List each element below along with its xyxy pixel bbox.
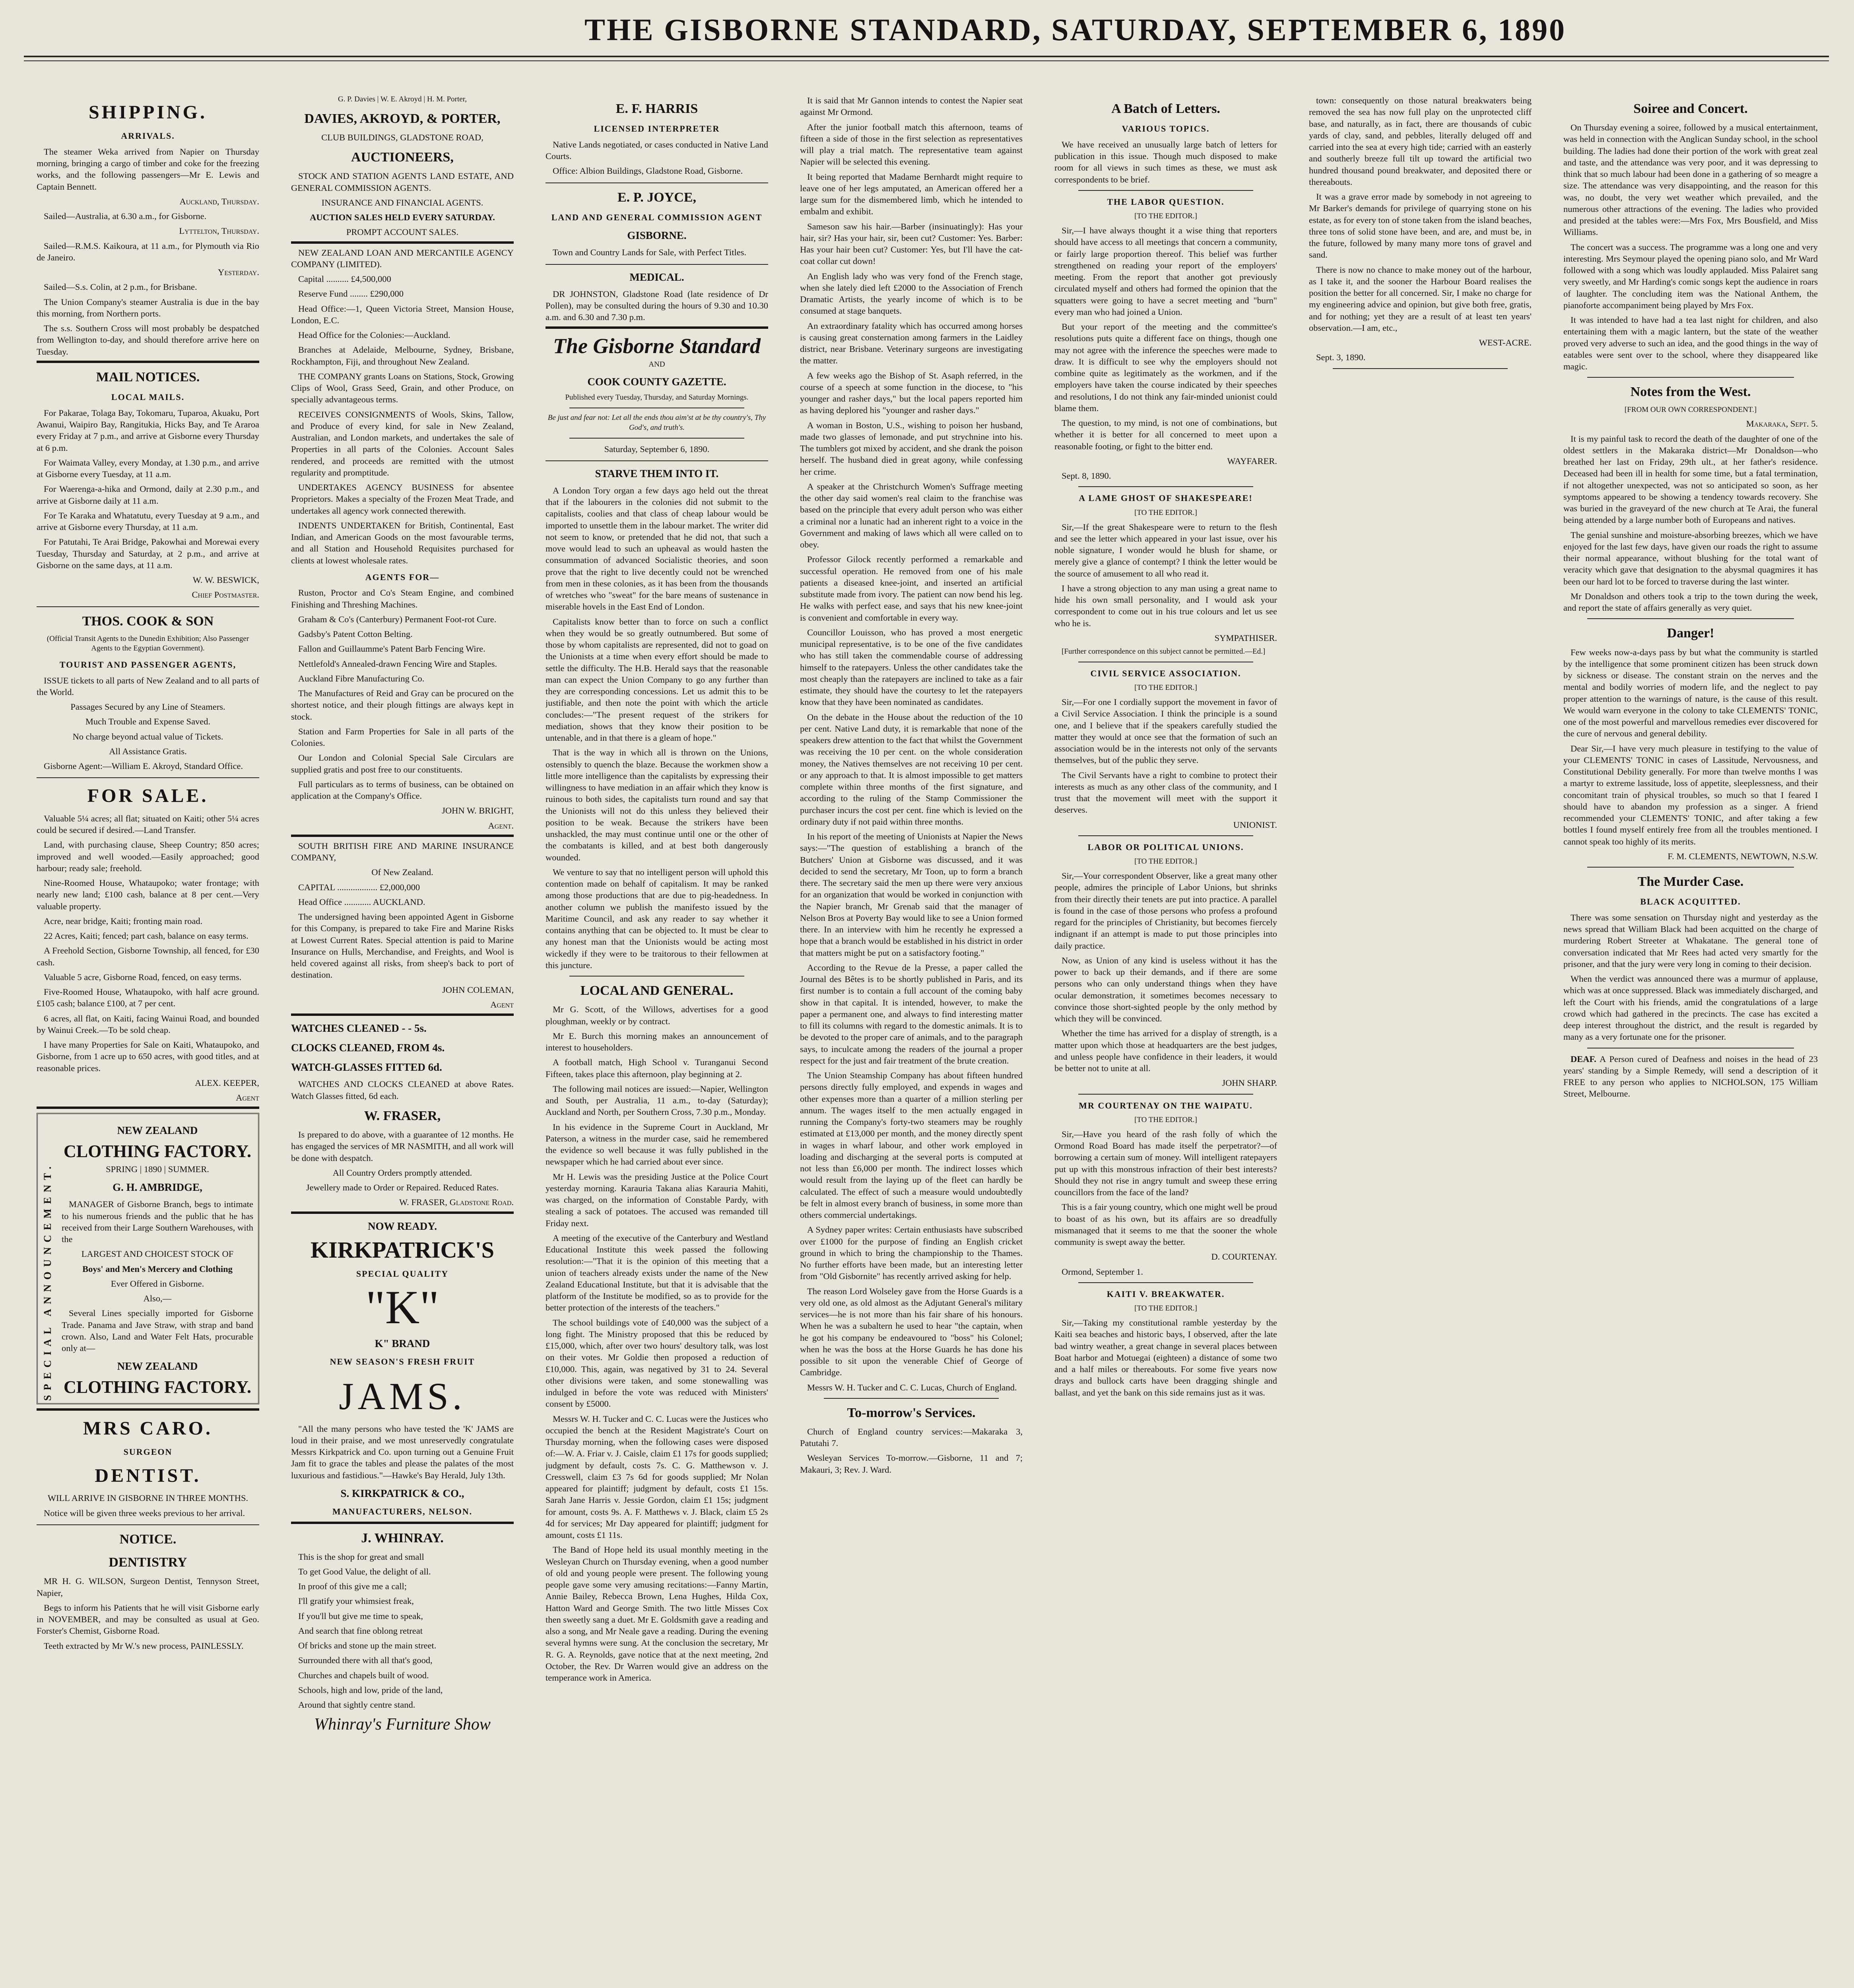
- local-paragraph: The Band of Hope held its usual monthly meeting in the Wesleyan Church on Thursday evening, when a good number of old and young people were present. The following young people gave some very amusing recitations:—Fanny Martin, Annie Bailey, Rebecca Brown, Lena Hughes, Hilda Cox, Hatton Ward and George Smith. The two little Misses Cox then sweetly sang a duet. Mr E. Goldsmith gave a reading and also a song, and Mr Neale gave a reading. During the evening several hymns were sung. At the conclusion the secretary, Mr R. G. A. Reynolds, gave notice that at the next meeting, 2nd October, the Rev. Dr Warren would give an address on the temperance work in America.: [546, 1545, 768, 1683]
- cook-text: Passages Secured by any Line of Steamers.: [70, 702, 225, 712]
- harris-heading: E. F. HARRIS: [615, 101, 698, 116]
- cook-text: Much Trouble and Expense Saved.: [85, 716, 211, 727]
- fraser-signature: W. FRASER, Gladstone Road.: [399, 1197, 514, 1208]
- news-paragraph: Professor Gilock recently performed a remarkable and successful operation. He removed from one of his male patients a diseased knee-joint, and inserted an artificial substitute made from ivory. The patient can now bend his leg. He walks with perfect ease, and says that his new knee-joint is convenient and comfortable in every way.: [800, 554, 1023, 623]
- shipping-heading: SHIPPING.: [88, 102, 208, 123]
- whinray-line: Churches and chapels built of wood.: [298, 1670, 429, 1680]
- kirkpatrick-text: "All the many persons who have tested the 'K' JAMS are loud in their praise, and we most unreservedly congratulate Messrs Kirkpatrick and Co. upon turning out a Genuine Fruit Jam fit to grace the tables and please the palates of the most luxurious and fastidious."—Hawke's Bay Herald, July 13th.: [291, 1423, 514, 1480]
- letter-to-editor: [TO THE EDITOR.]: [1134, 857, 1197, 866]
- news-paragraph: On the debate in the House about the reduction of the 10 per cent. Native Land duty, it is remarkable that none of the speakers drew attention to the fact that whilst the Government was receiving the 10 per cent. on the whole consideration money, the Natives themselves are not receiving 10 per cent. or any approach to that. It is almost impossible to get matters complete within three months of the first signature, and according to the ruling of the Stamp Commissioner the purchaser incurs the cost per cent. fine which is levied on the ordinary duty if not paid within three months.: [800, 712, 1023, 827]
- divider: [1078, 486, 1253, 487]
- divider: [1333, 368, 1508, 369]
- harris-subheading: LICENSED INTERPRETER: [594, 124, 720, 134]
- local-paragraph: A football match, High School v. Turanganui Second Fifteen, takes place this afternoon, play beginning at 2.: [546, 1057, 768, 1079]
- deaf-advert: [1563, 1053, 1818, 1100]
- west-heading: Notes from the West.: [1630, 384, 1751, 400]
- batch-subheading: VARIOUS TOPICS.: [1122, 124, 1210, 134]
- danger-paragraph: Few weeks now-a-days pass by but what the community is startled by the intelligence that some prominent citizen has been struck down by sickness or disease. The constant strain on the nerves and the mental and bodily worries of modern life, and the neglect to pay proper attention to the warnings of nature, is the cause of this result. We would warn everyone in the colony to take CLEMENTS' TONIC, one of the most powerful and marvellous remedies ever discovered for the cure of nervous and general debility.: [1563, 647, 1818, 739]
- new-season-fruit: NEW SEASON'S FRESH FRUIT: [330, 1357, 475, 1367]
- whinray-line: This is the shop for great and small: [298, 1551, 424, 1562]
- news-paragraph: Sameson saw his hair.—Barber (insinuatingly): Has your hair, sir? Has your hair, sir, been cut? Customer: Yes. Barber: Has your hair been cut? Customer: Yes, but I'll have the cat-coat collar cut down!: [800, 221, 1023, 266]
- divider: [1587, 618, 1794, 619]
- news-paragraph: It is said that Mr Gannon intends to contest the Napier seat against Mr Ormond.: [800, 95, 1023, 117]
- caro-text: WILL ARRIVE IN GISBORNE IN THREE MONTHS.: [47, 1493, 248, 1503]
- deaf-heading: DEAF.: [1571, 1054, 1596, 1064]
- davies-text: STOCK AND STATION AGENTS LAND ESTATE, AND GENERAL COMMISSION AGENTS.: [291, 171, 514, 193]
- nzloan-text: Head Office for the Colonies:—Auckland.: [298, 330, 450, 340]
- joyce-place: GISBORNE.: [627, 229, 687, 242]
- whinray-line: Schools, high and low, pride of the land,: [298, 1685, 443, 1695]
- local-general-heading: LOCAL AND GENERAL.: [580, 983, 734, 998]
- civil-heading: CIVIL SERVICE ASSOCIATION.: [1090, 668, 1241, 678]
- agents-item: Gadsby's Patent Cotton Belting.: [298, 629, 413, 639]
- labor-signature: WAYFARER.: [1227, 456, 1277, 466]
- waipatu-heading: MR COURTENAY ON THE WAIPATU.: [1079, 1100, 1253, 1110]
- sbfm-capital: CAPITAL .................. £2,000,000: [298, 882, 420, 892]
- agents-item: The Manufactures of Reid and Gray can be procured on the shortest notice, and their plough fittings are always kept in stock.: [291, 688, 514, 722]
- soiree-paragraph: It was intended to have had a tea last night for children, and also entertaining them with a magic lantern, but the state of the weather proved very adverse to such an idea, and the good things in the way of eatables were sent over to the school, where they disappeared like magic.: [1563, 315, 1818, 372]
- divider: [546, 460, 768, 461]
- medical-heading: MEDICAL.: [629, 271, 684, 283]
- sale-item: A Freehold Section, Gisborne Township, all fenced, for £30 cash.: [37, 945, 259, 967]
- civil-paragraph: Sir,—For one I cordially support the movement in favor of a Civil Service Association. I think the principle is a sound one, and I believe that if the speakers carefully studied the matter they would at once see that the formation of such an association would be in the interests not only of the servants themselves, but of the public they serve.: [1054, 697, 1277, 765]
- sale-item: Land, with purchasing clause, Sheep Country; 850 acres; improved and well wooded.—Easily approached; good harbour; ready sale; freehold.: [37, 840, 259, 873]
- wilson-note: Teeth extracted by Mr W.'s new process, PAINLESSLY.: [44, 1640, 244, 1651]
- harris-office: Office: Albion Buildings, Gladstone Road, Gisborne.: [553, 166, 743, 176]
- local-paragraph: The school buildings vote of £40,000 was the subject of a long fight. The Ministry proposed that this be reduced by £15,000, which, after over two hours' desultory talk, was lost on their votes. Mr Goldie then proposed a reduction of £10,000. This, again, was negatived by 31 to 24. Several other divisions were taken, and some stonewalling was indulged in before the vote was reduced with Ministers' consent by £5000.: [546, 1317, 768, 1409]
- boys-mens: Boys' and Men's Mercery and Clothing: [82, 1264, 233, 1274]
- danger-signature: F. M. CLEMENTS, NEWTOWN, N.S.W.: [1668, 851, 1818, 861]
- divider: [37, 361, 259, 363]
- news-paragraph: It being reported that Madame Bernhardt might require to leave one of her legs amputated, an American offered her a large sum for the dismembered limb, which he intended to embalm and exhibit.: [800, 171, 1023, 217]
- arrivals-text: Sailed—S.s. Colin, at 2 p.m., for Brisbane.: [44, 282, 197, 292]
- mail-text: For Patutahi, Te Arai Bridge, Pakowhai and Morewai every Tuesday, Thursday and Saturday, at 2 p.m., and arrive at Gisborne on the same days, at 11 a.m.: [37, 537, 259, 570]
- whinray-line: Of bricks and stone up the main street.: [298, 1640, 437, 1651]
- sbfm-heading: SOUTH BRITISH FIRE AND MARINE INSURANCE COMPANY,: [291, 841, 514, 863]
- harris-text: Native Lands negotiated, or cases conducted in Native Land Courts.: [546, 139, 768, 161]
- sbfm-subheading: Of New Zealand.: [371, 867, 433, 878]
- wilson-name: MR H. G. WILSON, Surgeon Dentist, Tennyson Street, Napier,: [37, 1576, 259, 1598]
- starve-paragraph: A London Tory organ a few days ago held out the threat that if the labourers in the colonies did not submit to the capitalists, coolies and that class of cheap labour would be imported to unsettle them in the labour market. The writer did not seem to know, or pretended that he did not, that such a move would lead to such an upheaval as would hasten the consummation of advanced Socialistic theories, and soon prove that the right to live decently could not be wrenched from men in these colonies, as it has been from the thousands of wretches who "sweat" for the bare means of sustenance in miserable hovels in the East End of London.: [546, 485, 768, 612]
- mail-signature: W. W. BESWICK,: [192, 575, 259, 585]
- mail-signature-title: Chief Postmaster.: [192, 590, 259, 600]
- nzloan-text: UNDERTAKES AGENCY BUSINESS for absentee Proprietors. Makes a specialty of the Frozen Meat Trade, and undertakes all agency work connected therewith.: [291, 482, 514, 516]
- clothing-factory-heading-2: CLOTHING FACTORY.: [64, 1377, 251, 1397]
- paper-published: Published every Tuesday, Thursday, and Saturday Mornings.: [565, 393, 749, 402]
- divider: [1587, 867, 1794, 868]
- west-paragraph: The genial sunshine and moisture-absorbing breezes, which we have enjoyed for the last few days, have given our roads the right to assume their normal appearance, without blushing for the total want of veracity which gave that designation to the abysmal quagmires it has been our hard lot to be forced to traverse during the last winter.: [1563, 530, 1818, 586]
- mail-subheading: LOCAL MAILS.: [111, 392, 185, 402]
- kaiti-continued: It was a grave error made by somebody in not agreeing to Mr Barker's demands for privilege of quarrying stone on his estate, as for every ton of stone taken from the island beaches, three tons of solid stone have been, and are, and must be, in the future, followed by many many more tons of gravel and sand.: [1309, 192, 1532, 260]
- waipatu-paragraph: Sir,—Have you heard of the rash folly of which the Ormond Road Board has made itself the perpetrator?—of borrowing a certain sum of money. Will intelligent ratepayers put up with this monstrous infraction of their best interests? Should they not rise in angry tumult and sweep these erring councillors from the face of the land?: [1054, 1129, 1277, 1198]
- labor2-paragraph: Sir,—Your correspondent Observer, like a great many other people, admires the principle of Labor Unions, but shrinks from their directly their tenets are put into practice. A parallel is found in the case of those persons who profess a profound regard for the principles of Christianity, but becomes fiercely indignant if an attempt is made to put those principles into daily practice.: [1054, 871, 1277, 951]
- whinray-sign: Whinray's Furniture Show: [314, 1715, 491, 1734]
- watches-line: WATCHES CLEANED - - 5s.: [291, 1022, 427, 1035]
- kaiti-continued: town: consequently on those natural breakwaters being removed the sea has now full play on the unprotected cliff base, and naturally, as in fact, there are thousands of cubic yards of clay, sand, and pebbles, literally deluged off and carried into the sea at every high tide; carried with an easterly and southerly breeze full tilt up toward the artificial two hundred thousand pound breakwater, and deposited there or thereabouts.: [1309, 95, 1532, 187]
- divider: [37, 1524, 259, 1525]
- waipatu-signature: D. COURTENAY.: [1211, 1252, 1277, 1262]
- local-paragraph: Mr E. Burch this morning makes an announcement of interest to householders.: [546, 1031, 768, 1053]
- local-paragraph: A meeting of the executive of the Canterbury and Westland Educational Institute this week passed the following resolution:—"That it is the opinion of this meeting that a union of teachers already exists under the name of the New Zealand Educational Institute, but that it is advisable that the platform of the Institute be modified, so as to provide for the better protection of the interests of the teachers.": [546, 1233, 768, 1313]
- whinray-line: If you'll but give me time to speak,: [298, 1611, 423, 1621]
- services-text: Wesleyan Services To-morrow.—Gisborne, 11 and 7; Makauri, 3; Rev. J. Ward.: [800, 1453, 1023, 1475]
- kaiti-signature: WEST-ACRE.: [1479, 338, 1532, 348]
- clothing-factory-heading: CLOTHING FACTORY.: [64, 1142, 251, 1161]
- paper-date: Saturday, September 6, 1890.: [604, 444, 710, 454]
- special-announcement-label: SPECIAL ANNOUNCEMENT.: [42, 1162, 53, 1401]
- agents-item: Nettlefold's Annealed-drawn Fencing Wire and Staples.: [298, 658, 497, 669]
- labor2-paragraph: Whether the time has arrived for a display of strength, is a matter upon which those at headquarters are the best judges, and unless people have confidence in their leaders, it would be better not to unite at all.: [1054, 1028, 1277, 1074]
- divider: [546, 264, 768, 265]
- joyce-text: Town and Country Lands for Sale, with Perfect Titles.: [553, 247, 747, 258]
- cook-heading: THOS. COOK & SON: [82, 613, 214, 629]
- sale-item: 22 Acres, Kaiti; fenced; part cash, balance on easy terms.: [44, 931, 248, 941]
- arrivals-text: The s.s. Southern Cross will most probably be despatched from Wellington to-day, and should therefore arrive here on Tuesday.: [37, 323, 259, 357]
- soiree-paragraph: On Thursday evening a soiree, followed by a musical entertainment, was held in connection with the Anglican Sunday school, in the school building. The ladies had done their portion of the work with great zeal and taste, and the attendance was very poor, and it was depressing to think that so much labour had been done in a gathering of so meagre a size. The attendance was very disappointing, and the reason for this was, no doubt, the very wet weather which prevailed, and the numerous other attractions of the evening. The ladies who provided and presided at the tables were:—Mrs Fox, Mrs Bousfield, and Miss Williams.: [1563, 122, 1818, 237]
- masthead: [36, 12, 1817, 48]
- agents-for-heading: AGENTS FOR—: [365, 572, 440, 582]
- arrivals-text: Yesterday.: [218, 267, 259, 278]
- arrivals-heading: ARRIVALS.: [121, 131, 175, 141]
- agents-item: Full particulars as to terms of business, can be obtained on application at the Company's Office.: [291, 779, 514, 801]
- services-text: Church of England country services:—Makaraka 3, Patutahi 7.: [800, 1426, 1023, 1448]
- mail-heading: MAIL NOTICES.: [96, 369, 200, 384]
- local-paragraph: In his evidence in the Supreme Court in Auckland, Mr Paterson, a witness in the murder case, said he remembered the evidence so well because it was fully published in the newspaper which he had carried about ever since.: [546, 1122, 768, 1167]
- divider: [291, 241, 514, 244]
- whinray-line: In proof of this give me a call;: [298, 1581, 407, 1592]
- nzloan-heading: NEW ZEALAND LOAN AND MERCANTILE AGENCY COMPANY (LIMITED).: [291, 247, 514, 269]
- news-paragraph: After the junior football match this afternoon, teams of fifteen a side of those in the first selection as representatives will play a trial match. The representative team against Napier will be selected this evening.: [800, 122, 1023, 167]
- kaiti-date: Sept. 3, 1890.: [1316, 352, 1366, 363]
- insurance-text: INSURANCE AND FINANCIAL AGENTS.: [321, 197, 483, 208]
- shakespeare-paragraph: I have a strong objection to any man using a great name to hide his own small personality, and I would ask your correspondent to come out in his true colours and let us see who he is.: [1054, 583, 1277, 628]
- k-brand-mark: "K": [365, 1281, 439, 1334]
- danger-paragraph: Dear Sir,—I have very much pleasure in testifying to the value of your CLEMENTS' TONIC in cases of Lassitude, Nervousness, and Constitutional Debility generally. For more than twelve months I was a martyr to extreme lassitude, loss of appetite, sleeplessness, and their concomitant train of physical troubles, so much so that I feared I should have to abandon my profession as a singer. A friend recommended your CLEMENTS' TONIC, and after taking a few bottles I found myself entirely free from all the troubles mentioned. I cannot speak too highly of its merits.: [1563, 743, 1818, 846]
- local-paragraph: The following mail notices are issued:—Napier, Wellington and South, per Australia, 11 a.m., to-day (Saturday); Auckland and North, per Southern Cross, 7.30 p.m., Monday.: [546, 1083, 768, 1117]
- local-paragraph: Messrs W. H. Tucker and C. C. Lucas were the Justices who occupied the bench at the Resident Magistrate's Court on Thursday morning, when the following cases were disposed of:—W. A. Friar v. J. Caisle, claim £1 17s for goods supplied; judgment by default, costs 7s. C. G. Matthewson v. J. Cresswell, claim £3 7s 6d for goods supplied; Mr Nolan appeared for plaintiff; judgment by default, costs £1 15s. Sarah Jane Harris v. Jessie Gordon, claim £1 15s; judgment for amount, costs 9s. A. F. Matthews v. J. Black, claim £5 2s 4d for services; Mr Day appeared for plaintiff; judgment for amount, costs £1 11s.: [546, 1413, 768, 1540]
- prompt-text: PROMPT ACCOUNT SALES.: [346, 227, 459, 237]
- shakespeare-signature: SYMPATHISER.: [1214, 633, 1277, 643]
- west-paragraph: It is my painful task to record the death of the daughter of one of the oldest settlers in the Makaraka district—Mr Donaldson—who breathed her last on Friday, 29th ult., at her father's residence. Deceased had been ill in health for some time, but a fatal termination, if not altogether unexpected, was not so anticipated so soon, as her symptoms appeared to be showing a tendency towards recovery. She was buried in the graveyard of the new church at Te Arai, the funeral being attended by a large number both of Europeans and natives.: [1563, 433, 1818, 525]
- watches-line: WATCH-GLASSES FITTED 6d.: [291, 1061, 442, 1074]
- letter-to-editor: [TO THE EDITOR.]: [1134, 1116, 1197, 1124]
- column-3: [546, 95, 768, 1988]
- sale-item: Valuable 5¼ acres; all flat; situated on Kaiti; other 5¼ acres could be secured if desired.—Land Transfer.: [37, 813, 259, 835]
- batch-intro: We have received an unusually large batch of letters for publication in this issue. Though much disposed to make room for all views in such times as these, we must ask correspondents to be brief.: [1054, 139, 1277, 184]
- caro-dentist: DENTIST.: [95, 1465, 201, 1487]
- davies-address: CLUB BUILDINGS, GLADSTONE ROAD,: [321, 132, 483, 142]
- cook-text: ISSUE tickets to all parts of New Zealand and to all parts of the World.: [37, 675, 259, 697]
- cook-text: No charge beyond actual value of Tickets.: [72, 731, 223, 742]
- labor-heading: THE LABOR QUESTION.: [1107, 196, 1225, 207]
- kaiti-paragraph: Sir,—Taking my constitutional ramble yesterday by the Kaiti sea beaches and historic bays, I observed, after the late bad wintry weather, a great change in several places between Boat harbor and Motuegai (eighteen) a distance of some two and a half miles or thereabouts. For some five years now drays and bullock carts have been dragging shingle and ballast, and yet the bank on this side remains just as it was.: [1054, 1318, 1277, 1398]
- column-6: [1309, 95, 1532, 1988]
- murder-subheading: BLACK ACQUITTED.: [1640, 897, 1741, 907]
- agents-item: Fallon and Guillaumme's Patent Barb Fencing Wire.: [298, 644, 485, 654]
- nzloan-text: Branches at Adelaide, Melbourne, Sydney, Brisbane, Rockhampton, Fiji, and throughout New Zealand.: [291, 345, 514, 367]
- spring-summer: SPRING | 1890 | SUMMER.: [106, 1164, 209, 1174]
- sale-item: Acre, near bridge, Kaiti; fronting main road.: [44, 916, 203, 926]
- murder-heading: The Murder Case.: [1637, 874, 1744, 889]
- divider: [1078, 1282, 1253, 1283]
- news-paragraph: The reason Lord Wolseley gave from the Horse Guards is a very old one, as old almost as the Adjutant General's military services—he is not more than his fair share of his honours. When he was a subaltern he used to hear "the captain, when he got his company be endeavoured to "boss" his Colonel; when he was the boss at the Horse Guards he has done his possible to sit upon the venerable Chief of George of Cambridge.: [800, 1286, 1023, 1378]
- deaf-text: A Person cured of Deafness and noises in the head of 23 years' standing by a Simple Remedy, will send a description of it FREE to any person who applies to NICHOLSON, 175 William Street, Melbourne.: [1563, 1054, 1818, 1099]
- mail-text: For Te Karaka and Whatatutu, every Tuesday at 9 a.m., and arrive at Gisborne every Thursday, at 11 a.m.: [37, 510, 259, 532]
- arrivals-text: The steamer Weka arrived from Napier on Thursday morning, bringing a cargo of timber and coke for the freezing works, and the following passengers—Mr E. Lewis and Captain Bennett.: [37, 146, 259, 192]
- special-quality: SPECIAL QUALITY: [356, 1268, 449, 1279]
- cook-subheading-2: TOURIST AND PASSENGER AGENTS,: [59, 660, 237, 670]
- divider: [291, 835, 514, 837]
- whinray-line: Around that sightly centre stand.: [298, 1700, 415, 1710]
- clothing-nz-heading: NEW ZEALAND: [117, 1124, 198, 1137]
- murder-paragraph: When the verdict was announced there was a murmur of applause, which was at once suppressed. Black was immediately discharged, and left the Court with his friends, amid the congratulations of a large crowd which had gathered in the precincts. The case has excited a deep interest throughout the district, and the result is regarded by many as a very fortunate one for the prisoner.: [1563, 974, 1818, 1042]
- column-1: [37, 95, 259, 1988]
- agents-item: Station and Farm Properties for Sale in all parts of the Colonies.: [291, 726, 514, 748]
- civil-paragraph: The Civil Servants have a right to combine to protect their interests as much as any other class of the community, and I trust that the movement will meet with the support it deserves.: [1054, 770, 1277, 815]
- divider: [1078, 190, 1253, 191]
- paper-motto: Be just and fear not: Let all the ends thou aim'st at be thy country's, Thy God's, and truth's.: [547, 414, 766, 432]
- nzloan-text: RECEIVES CONSIGNMENTS of Wools, Skins, Tallow, and Produce of every kind, for sale in New Zealand, Australian, and London markets, and undertakes the sale of Properties in all parts of the Colonies. Account Sales rendered, and proceeds are remitted with the utmost regularity and promptitude.: [291, 409, 514, 478]
- divider: [1078, 835, 1253, 836]
- shakespeare-paragraph: Sir,—If the great Shakespeare were to return to the flesh and see the letter which appeared in your last issue, over his noble signature, I wonder would he blush for shame, or merely give a glance of contempt? I think the letter would be the source of amusement to all who read it.: [1054, 522, 1277, 579]
- agents-item: Auckland Fibre Manufacturing Co.: [298, 673, 425, 683]
- sale-item: 6 acres, all flat, on Kaiti, facing Wainui Road, and bounded by Wainui Creek.—To be sold cheap.: [37, 1013, 259, 1035]
- sbfm-text: The undersigned having been appointed Agent in Gisborne for this Company, is prepared to take Fire and Marine Risks at Lowest Current Rates. Special attention is paid to Marine Insurance on Hulls, Merchandise, and Freights, and Wool is held covered against all risks, from sheep's back to port of destination.: [291, 912, 514, 980]
- nzloan-reserve: Reserve Fund ........ £290,000: [298, 289, 404, 299]
- cook-text: All Assistance Gratis.: [109, 746, 187, 756]
- sale-item: I have many Properties for Sale on Kaiti, Whataupoko, and Gisborne, from 1 acre up to 650 acres, with good titles, and at reasonable prices.: [37, 1040, 259, 1073]
- letter-to-editor: [TO THE EDITOR.]: [1134, 683, 1197, 692]
- sale-item: Valuable 5 acre, Gisborne Road, fenced, on easy terms.: [44, 972, 242, 982]
- local-paragraph: Mr G. Scott, of the Willows, advertises for a good ploughman, weekly or by contract.: [546, 1004, 768, 1026]
- news-paragraph: A Sydney paper writes: Certain enthusiasts have subscribed over £1000 for the purpose of finding an English cricket ground in which to bring the championship to the Thames. No further efforts have been made, but an interesting letter from "Old Gisbornite" has recently arrived asking for help.: [800, 1225, 1023, 1281]
- starve-paragraph: That is the way in which all is thrown on the Unions, ostensibly to quench the blaze. Because the workmen show a little more intelligence than the capitalists by expressing their willingness to have mediation in an affair which they know is ruinous to both sides, the capitalists turn round and say that the Unionists will not do this unless they believed their position to be weak. Because the strikers have been unshackled, the may must continue until one or the other of the combatants is killed, and at best both dangerously wounded.: [546, 747, 768, 862]
- services-heading: To-morrow's Services.: [847, 1405, 976, 1420]
- sbfm-office: Head Office ............ AUCKLAND.: [298, 897, 425, 907]
- news-paragraph: An English lady who was very fond of the French stage, when she lately died left £2000 to the Association of French Dramatic Artists, the yearly income of which is to be consumed at stage banquets.: [800, 271, 1023, 316]
- letter-to-editor: [TO THE EDITOR.]: [1134, 1304, 1197, 1313]
- auction-sales-text: AUCTION SALES HELD EVERY SATURDAY.: [310, 212, 495, 223]
- west-subheading: [FROM OUR OWN CORRESPONDENT.]: [1624, 405, 1757, 414]
- starve-paragraph: Capitalists know better than to force on such a conflict when they would be so greatly outnumbered. But some of those by whom capitalists are represented, did not to goad on the Unionists at a time when every effort should be made to settle the difficulty. The H.B. Herald says that the reasonable man can expect the Union Company to go any further than they are corresponding concessions. Let us admit this to be justifiable, and then note the point with which the article concludes:—"The present request of the strikers for mediation, shows that they know their position to be untenable, and in that there is a gleam of hope.": [546, 616, 768, 743]
- arrivals-text: Auckland, Thursday.: [179, 196, 259, 206]
- labor-paragraph: Sir,—I have always thought it a wise thing that reporters should have access to all meetings that concern a community, or fairly large proportion thereof. This belief was further strengthened on reading your report of the employers' meeting. From the report that another got previously circulated myself and others had formed the opinion that the squatters were going to have a secret meeting and "burn" every man who had joined a Union.: [1054, 225, 1277, 317]
- davies-partners: G. P. Davies | W. E. Akroyd | H. M. Porter,: [338, 95, 467, 103]
- arrivals-text: Sailed—R.M.S. Kaikoura, at 11 a.m., for Plymouth via Rio de Janeiro.: [37, 241, 259, 262]
- whinray-line: I'll gratify your whimsiest freak,: [298, 1596, 414, 1606]
- auctioneers-heading: AUCTIONEERS,: [351, 150, 454, 165]
- column-7: [1563, 95, 1818, 1988]
- divider: [37, 777, 259, 778]
- paper-and: AND: [648, 360, 665, 369]
- west-place: Makaraka, Sept. 5.: [1746, 419, 1818, 429]
- caro-surgeon: SURGEON: [123, 1447, 173, 1457]
- divider: [291, 1211, 514, 1214]
- divider: [291, 1522, 514, 1524]
- fraser-jewellery: Jewellery made to Order or Repaired. Reduced Rates.: [306, 1182, 499, 1193]
- ambridge-name: G. H. AMBRIDGE,: [113, 1181, 202, 1194]
- divider: [569, 976, 744, 977]
- kirkpatrick-signature-title: MANUFACTURERS, NELSON.: [332, 1506, 473, 1516]
- labor-date: Sept. 8, 1890.: [1062, 471, 1111, 481]
- sale-signature-title: Agent: [236, 1093, 259, 1103]
- watches-line: CLOCKS CLEANED, FROM 4s.: [291, 1042, 445, 1054]
- divider: [546, 326, 768, 329]
- local-paragraph: Mr H. Lewis was the presiding Justice at the Police Court yesterday morning. Karauria Takana alias Karauria Mahiti, was charged, on the information of Constable Pardy, with stealing a sack of potatoes. The accused was remanded till Friday next.: [546, 1171, 768, 1228]
- joyce-heading: E. P. JOYCE,: [617, 190, 697, 205]
- wilson-text: Begs to inform his Patients that he will visit Gisborne early in NOVEMBER, and may be consulted as usual at Geo. Forster's Chemist, Gisborne Road.: [37, 1602, 259, 1636]
- clothing-factory-ad: [37, 1113, 259, 1404]
- whinray-heading: J. WHINRAY.: [361, 1530, 444, 1545]
- divider: [37, 1107, 259, 1109]
- labor2-heading: LABOR OR POLITICAL UNIONS.: [1087, 842, 1244, 852]
- whinray-line: Surrounded there with all that's good,: [298, 1655, 433, 1666]
- joyce-subheading: LAND AND GENERAL COMMISSION AGENT: [551, 212, 763, 222]
- sale-item: Nine-Roomed House, Whataupoko; water frontage; with nearly new land; £100 cash, balance at 8 per cent.—Very valuable property.: [37, 878, 259, 911]
- also-label: Also,—: [143, 1293, 172, 1304]
- ambridge-text: MANAGER of Gisborne Branch, begs to intimate to his numerous friends and the public that he has received from their Large Southern Warehouses, with the: [62, 1199, 253, 1244]
- kaiti-heading: KAITI V. BREAKWATER.: [1107, 1289, 1225, 1299]
- for-sale-heading: FOR SALE.: [87, 785, 209, 807]
- divider: [1587, 377, 1794, 378]
- news-paragraph: The Union Steamship Company has about fifteen hundred persons directly fully employed, and expends in wages and other expenses more than a quarter of a million sterling per annum. The wages itself to the men actually engaged in running the Company's forty-two steamers may be roughly estimated at £13,000 per month, and the money directly spent in wages in wharf labour, and other work employed in loading and discharging at the several ports is computed at not less than £6,000 per month. The indirect losses which would result from the laying up of the fleet can hardly be calculated. The effect of such a measure would undoubtedly be felt in almost every branch of business, in some more than others commercial undertakings.: [800, 1070, 1023, 1220]
- news-paragraph: According to the Revue de la Presse, a paper called the Journal des Bêtes is to be shortly published in Paris, and its first number is to contain a full account of the coming baby show in that capital. It is intended, however, to make the paper a permanent one, and always to find interesting matter to fill its columns with regard to the domestic animals. It is to be devoted to the proper care of animals, and to the paragraph says, to inculcate among the readers of the journal a proper respect for the just and fair treatment of the brute creation.: [800, 962, 1023, 1066]
- divider: [37, 1408, 259, 1411]
- arrivals-text: The Union Company's steamer Australia is due in the bay this morning, from Northern ports.: [37, 297, 259, 318]
- jams-heading: JAMS.: [339, 1375, 466, 1417]
- whinray-line: And search that fine oblong retreat: [298, 1625, 423, 1636]
- divider: [37, 606, 259, 607]
- arrivals-text: Sailed—Australia, at 6.30 a.m., for Gisborne.: [44, 211, 207, 221]
- labor2-signature: JOHN SHARP.: [1222, 1078, 1277, 1088]
- masthead-title: THE GISBORNE STANDARD, SATURDAY, SEPTEMBER 6, 1890: [584, 12, 1566, 47]
- nzloan-text: THE COMPANY grants Loans on Stations, Stock, Growing Clips of Wool, Grass Seed, Grain, and other Produce, on specially advantageous terms.: [291, 371, 514, 405]
- agents-item: Our London and Colonial Special Sale Circulars are supplied gratis and post free to our constituents.: [291, 753, 514, 775]
- fraser-text: Is prepared to do above, with a guarantee of 12 months. He has engaged the services of MR NASMITH, and all work will be done with despatch.: [291, 1130, 514, 1163]
- shakespeare-heading: A LAME GHOST OF SHAKESPEARE!: [1079, 493, 1253, 503]
- notice-heading: NOTICE.: [119, 1532, 177, 1547]
- labor-paragraph: The question, to my mind, is not one of combinations, but whether it is better for all concerned to meet upon a reasonable footing, or fight to the bitter end.: [1054, 418, 1277, 451]
- mail-text: For Waerenga-a-hika and Ormond, daily at 2.30 p.m., and arrive at Gisborne daily at 11 a.m.: [37, 484, 259, 506]
- starve-heading: STARVE THEM INTO IT.: [595, 467, 719, 480]
- divider: [569, 438, 744, 439]
- coleman-signature: JOHN COLEMAN,: [442, 984, 514, 995]
- nzloan-text: INDENTS UNDERTAKEN for British, Continental, East Indian, and American Goods on the most favourable terms, and all Station and Household Requisites purchased for clients at lowest wholesale rates.: [291, 520, 514, 565]
- agents-item: Graham & Co's (Canterbury) Permanent Foot-rot Cure.: [298, 614, 497, 624]
- column-4: [800, 95, 1023, 1988]
- dentistry-heading: DENTISTRY: [109, 1555, 187, 1570]
- also-text: Several Lines specially imported for Gisborne Trade. Panama and Jave Straw, with strap and band crown. Also, Land and Water Felt Hats, procurable only at—: [62, 1308, 253, 1353]
- coleman-signature-title: Agent: [490, 999, 514, 1010]
- letter-to-editor: [TO THE EDITOR.]: [1134, 212, 1197, 221]
- caro-note: Notice will be given three weeks previous to her arrival.: [44, 1508, 245, 1518]
- sale-item: Five-Roomed House, Whataupoko, with half acre ground. £105 cash; balance £100, at 7 per cent.: [37, 987, 259, 1009]
- labor-paragraph: But your report of the meeting and the committee's resolutions puts quite a different face on things, though one may not agree with the inference the speeches were made to draw. It is difficult to see why the employers should not combine quite as legitimately as the workmen, and if the employers have taken the course indicated by their speeches and resolutions, I do not think any fair-minded unionist could blame them.: [1054, 322, 1277, 413]
- danger-heading: Danger!: [1667, 626, 1714, 641]
- waipatu-paragraph: This is a fair young country, which one might well be proud to boast of as his own, but its affairs are so dreadfully mismanaged that it seems to me that the sooner the whole community is swept away the better.: [1054, 1202, 1277, 1247]
- labor2-paragraph: Now, as Union of any kind is useless without it has the power to back up their demands, and if there are some persons who can only understand things when they have ocular demonstration, it sometimes becomes necessary to convince those short-sighted people by the only method by which they will be convinced.: [1054, 955, 1277, 1024]
- mail-text: For Waimata Valley, every Monday, at 1.30 p.m., and arrive at Gisborne every Tuesday, at 11 a.m.: [37, 457, 259, 480]
- west-paragraph: Mr Donaldson and others took a trip to the town during the week, and report the state of affairs generally as very quiet.: [1563, 591, 1818, 613]
- mail-text: For Pakarae, Tolaga Bay, Tokomaru, Tuparoa, Akuaku, Port Awanui, Waipiro Bay, Rangitukia, Hicks Bay, and Te Araroa every Friday at 7 p.m., and arrive at Gisborne every Thursday at 6 p.m.: [37, 408, 259, 453]
- cook-subheading: (Official Transit Agents to the Dunedin Exhibition; Also Passenger Agents to the Egyptian Government).: [47, 634, 249, 653]
- news-paragraph: A woman in Boston, U.S., wishing to poison her husband, made two glasses of lemonade, and put strychnine into his. The tumblers got mixed by accident, and she drank the poison herself. The husband died in great agony, while confessing her crime.: [800, 420, 1023, 477]
- civil-signature: UNIONIST.: [1233, 819, 1277, 830]
- arrivals-text: Lyttelton, Thursday.: [179, 226, 259, 236]
- nzloan-capital: Capital .......... £4,500,000: [298, 274, 391, 284]
- shakespeare-note: [Further correspondence on this subject cannot be permitted.—Ed.]: [1062, 647, 1266, 656]
- news-paragraph: Messrs W. H. Tucker and C. C. Lucas, Church of England.: [807, 1382, 1017, 1392]
- medical-text: DR JOHNSTON, Gladstone Road (late residence of Dr Pollen), may be consulted during the hours of 9.30 and 10.30 a.m. and 6.30 and 7.30 p.m.: [546, 289, 768, 322]
- fraser-heading: W. FRASER,: [364, 1108, 441, 1123]
- soiree-heading: Soiree and Concert.: [1633, 101, 1748, 116]
- cook-text: Gisborne Agent:—William E. Akroyd, Standard Office.: [44, 761, 243, 771]
- letter-to-editor: [TO THE EDITOR.]: [1134, 508, 1197, 517]
- masthead-rule-thin: [24, 60, 1829, 61]
- masthead-rule: [24, 56, 1829, 57]
- largest-stock: LARGEST AND CHOICEST STOCK OF: [81, 1249, 234, 1259]
- column-5: [1054, 95, 1277, 1988]
- columns: [37, 95, 1819, 1988]
- divider: [824, 1398, 999, 1399]
- bright-signature: JOHN W. BRIGHT,: [442, 806, 514, 816]
- clothing-nz-heading-2: NEW ZEALAND: [117, 1360, 198, 1373]
- news-paragraph: A few weeks ago the Bishop of St. Asaph referred, in the course of a speech at some function in the diocese, to "his younger and rasher days," but the local papers reported him as having deplored his "younger and rasher days.": [800, 370, 1023, 415]
- divider: [546, 182, 768, 183]
- news-paragraph: In his report of the meeting of Unionists at Napier the News says:—"The question of establishing a branch of the Butchers' Union at Gisborne was discussed, and it was decided to send the secretary, Mr Toon, up to form a branch there. The secretary said the men up there were very anxious for an organization that would be worked in conjunction with the Napier branch, Mr Grenab said that the manager of Nelson Bros at Poverty Bay would like to see a Union formed there. In an interview with him he recently he expressed a hope that a branch would be established in his district in order that matters might be put on a satisfactory footing.": [800, 831, 1023, 958]
- ever-offered: Ever Offered in Gisborne.: [111, 1278, 204, 1289]
- divider: [1078, 1094, 1253, 1095]
- paper-nameplate: The Gisborne Standard: [553, 334, 761, 358]
- news-paragraph: An extraordinary fatality which has occurred among horses is causing great consternation among farmers in the Laidley district, near Brisbane. Veterinary surgeons are investigating the matter.: [800, 320, 1023, 366]
- fraser-orders: All Country Orders promptly attended.: [332, 1167, 472, 1178]
- k-brand-label: K" BRAND: [375, 1338, 430, 1350]
- divider: [291, 1013, 514, 1016]
- starve-paragraph: We venture to say that no intelligent person will uphold this contention made on behalf of capitalism. It may be ranked among those productions that are due to pig-headedness. In another column we publish the manifesto issued by the Maritime Council, and ask any reader to say whether it contains anything that can be objected to. It must be clear to any honest man that the Unionists would be acting most wickedly if they were to be traitorous to their fellowmen at this juncture.: [546, 867, 768, 970]
- waipatu-date: Ormond, September 1.: [1062, 1266, 1143, 1277]
- now-ready-heading: NOW READY.: [367, 1220, 437, 1232]
- sale-signature: ALEX. KEEPER,: [195, 1077, 259, 1088]
- paper-gazette: COOK COUNTY GAZETTE.: [587, 376, 726, 388]
- kaiti-continued: There is now no chance to make money out of the harbour, as I take it, and the sooner the Harbour Board realises the position the better for all concerned. Sir, I make no charge for my engineering advice and opinion, but give both free, gratis, and for nothing; yet they are a result of at least ten years' observation.—I am, etc.,: [1309, 264, 1532, 333]
- agents-item: Ruston, Proctor and Co's Steam Engine, and combined Finishing and Threshing Machines.: [291, 588, 514, 610]
- batch-heading: A Batch of Letters.: [1111, 101, 1220, 116]
- whinray-line: To get Good Value, the delight of all.: [298, 1566, 431, 1576]
- watches-note: WATCHES AND CLOCKS CLEANED at above Rates. Watch Glasses fitted, 6d each.: [291, 1079, 514, 1101]
- soiree-paragraph: The concert was a success. The programme was a long one and very interesting. Mrs Seymour played the opening piano solo, and Mr Ward followed with a song which was loudly applauded. Miss Palairet sang very sweetly, and Mr Harding's comic songs kept the audience in roars of laughter. The concluding item was the National Anthem, the pianoforte accompaniment being played by Mrs Fox.: [1563, 242, 1818, 310]
- column-2: [291, 95, 514, 1988]
- nzloan-head-office: Head Office:—1, Queen Victoria Street, Mansion House, London, E.C.: [291, 303, 514, 325]
- davies-heading: DAVIES, AKROYD, & PORTER,: [304, 111, 501, 126]
- caro-heading: MRS CARO.: [83, 1418, 213, 1439]
- news-paragraph: A speaker at the Christchurch Women's Suffrage meeting the other day said women's real claim to the franchise was based on the principle that every adult person who was either a criminal nor a lunatic had an inherent right to a voice in the Government and making of laws which all were called on to obey.: [800, 481, 1023, 549]
- bright-signature-title: Agent.: [488, 820, 514, 831]
- news-paragraph: Councillor Louisson, who has proved a most energetic municipal representative, is to be one of the five candidates who has still taken the commendable course of addressing himself to the ratepayers. Unless the other candidates take the most cheaply than the ratepayers are inclined to take as a fair estimate, they should have the courtesy to let the ratepayers know that they have been nominated as candidates.: [800, 627, 1023, 707]
- murder-paragraph: There was some sensation on Thursday night and yesterday as the news spread that William Black had been acquitted on the charge of murdering Robert Streeter at Whakatane. The general tone of conversation indicated that Mr Rees had acted very smartly for the prisoner, and that the jury were very long in coming to their decision.: [1563, 912, 1818, 969]
- kirkpatrick-signature: S. KIRKPATRICK & CO.,: [340, 1487, 464, 1499]
- kirkpatrick-heading: KIRKPATRICK'S: [311, 1237, 494, 1263]
